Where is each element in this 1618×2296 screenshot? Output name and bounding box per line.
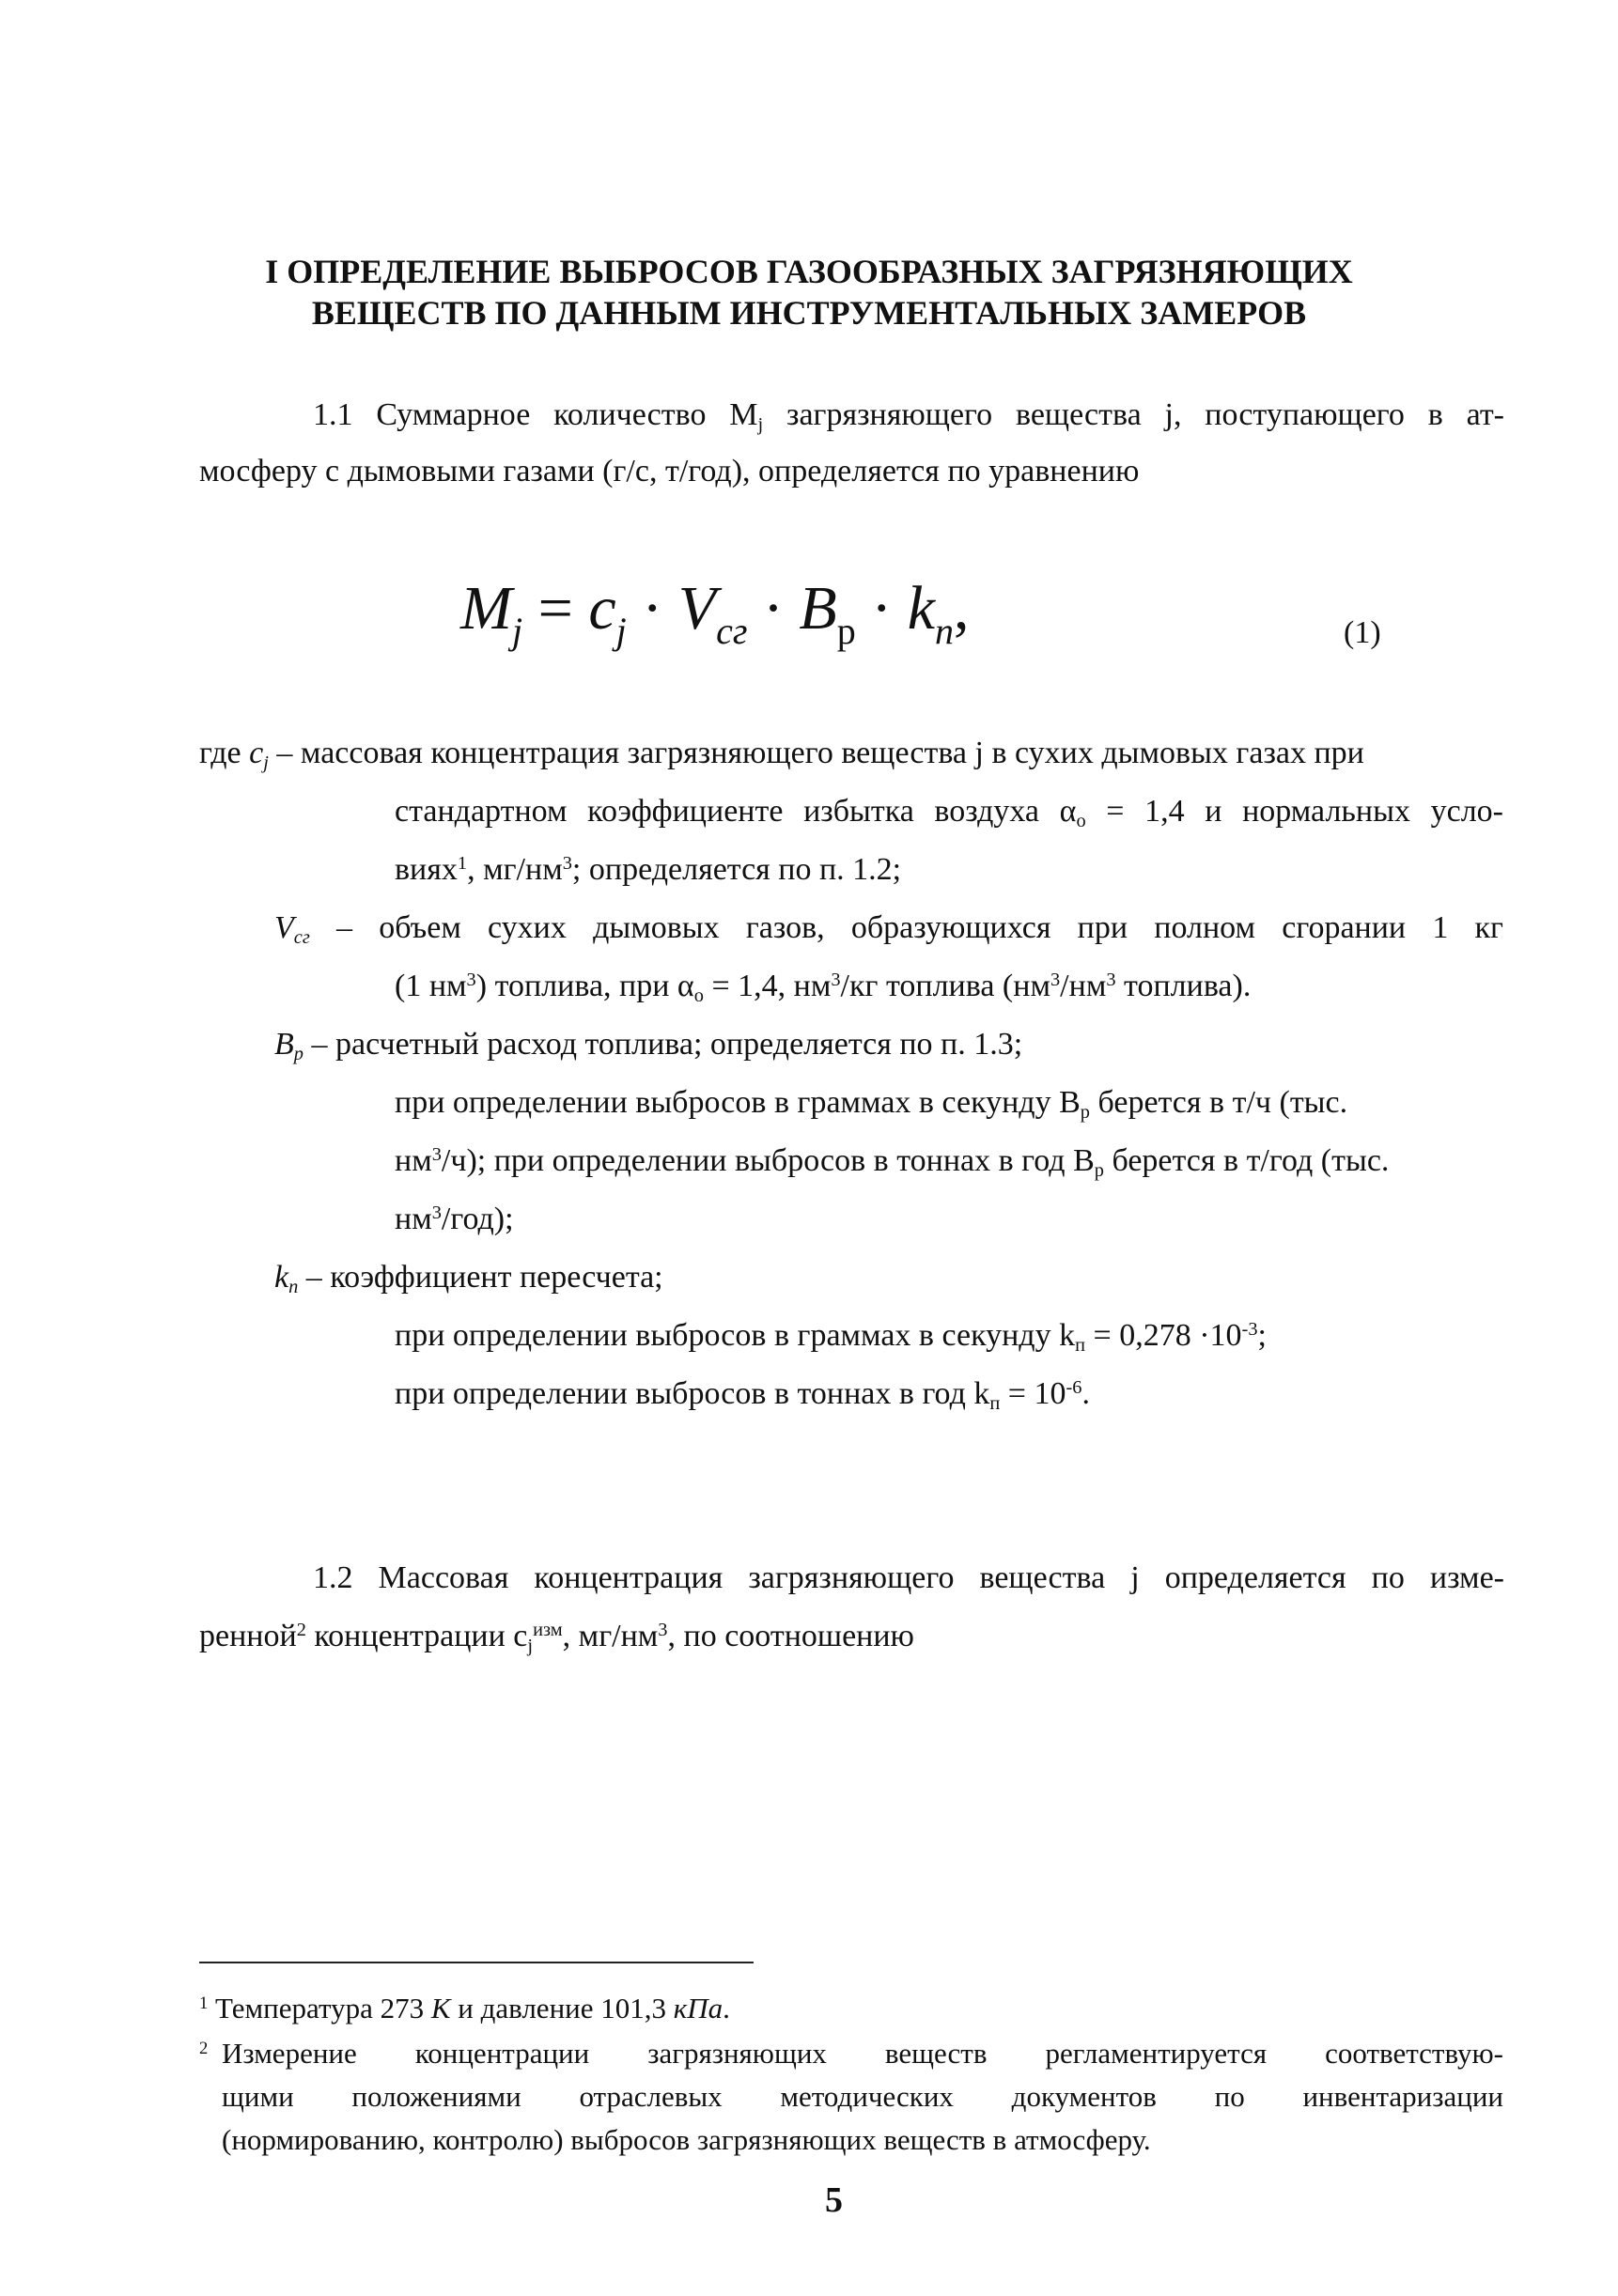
formula-symbol-k: k: [907, 574, 936, 643]
text-run: = 1,4 и нормальных усло-: [1085, 794, 1503, 829]
text-run: 1.1 Суммарное количество M: [313, 397, 758, 432]
text-run: виях: [395, 852, 458, 887]
footnote-1: [199, 1990, 730, 2028]
text-run: (1 нм: [395, 969, 467, 1003]
footnote-2-line-1: Измерение концентрации загрязняющих веществ регламентируется соответствую-: [222, 2037, 1503, 2070]
text-run: , по соотношению: [667, 1619, 914, 1653]
text-run: .: [1081, 1376, 1090, 1411]
text-run: ренной: [199, 1619, 297, 1653]
text-run: – массовая концентрация загрязняющего вещества j в сухих дымовых газах при: [268, 736, 1364, 770]
subscript: п: [1075, 1335, 1086, 1357]
text-run: = 0,278 ·10: [1085, 1318, 1242, 1353]
text-run: – расчетный расход топлива; определяется по п. 1.3;: [303, 1027, 1023, 1062]
text-run: нм: [395, 1202, 432, 1236]
formula-subscript: j: [615, 610, 627, 652]
page-number: 5: [825, 2180, 843, 2220]
text-run: ; определяется по п. 1.2;: [571, 852, 902, 887]
def-c-line-2: [395, 791, 1503, 832]
text-run: при определении выбросов в граммах в секунду k: [395, 1318, 1076, 1353]
def-k-line-1: [274, 1257, 663, 1298]
text-run: – коэффициент пересчета;: [298, 1260, 663, 1295]
text-run: берется в т/ч (тыс.: [1090, 1085, 1348, 1120]
text-run: = 10: [1000, 1376, 1066, 1411]
formula-comma: ,: [954, 574, 970, 643]
symbol-c: c: [249, 736, 264, 770]
text-run: , мг/нм: [467, 852, 563, 887]
def-k-line-3: [395, 1373, 1090, 1415]
text-run: /год);: [441, 1202, 514, 1236]
text-run: ;: [1257, 1318, 1267, 1353]
text-run: загрязняющего вещества j, поступающего в ат-: [763, 397, 1504, 432]
section-heading-line-1: I ОПРЕДЕЛЕНИЕ ВЫБРОСОВ ГАЗООБРАЗНЫХ ЗАГРЯЗНЯЮЩИХ: [265, 253, 1353, 290]
text-run: берется в т/год (тыс.: [1103, 1143, 1390, 1178]
subscript: р: [1080, 1102, 1090, 1124]
def-b-line-3: [395, 1140, 1389, 1182]
text-run: К: [430, 1992, 451, 2025]
def-c-line-3: [395, 849, 901, 891]
def-v-line-2: [395, 966, 1251, 1007]
formula-dot: ·: [855, 574, 908, 643]
text-run: /нм: [1060, 969, 1107, 1003]
text-run: стандартном коэффициенте избытка воздуха α: [395, 794, 1077, 829]
subscript: p: [293, 1044, 303, 1065]
subscript: j: [527, 1636, 534, 1657]
text-run: = 1,4, нм: [703, 969, 832, 1003]
def-c-line-1: [199, 733, 1364, 774]
footnote-mark: 1: [199, 1993, 209, 2013]
text-run: /кг топлива (нм: [840, 969, 1050, 1003]
footnote-2-line-2: щими положениями отраслевых методических документов по инвентаризации: [222, 2080, 1503, 2113]
superscript: 3: [562, 852, 572, 874]
subscript: о: [693, 985, 704, 1007]
formula-1: [460, 573, 970, 653]
formula-subscript: п: [935, 610, 955, 652]
superscript: 3: [431, 1202, 442, 1223]
text-run: топлива).: [1115, 969, 1252, 1003]
superscript: -3: [1241, 1318, 1258, 1340]
superscript: 3: [431, 1143, 442, 1165]
formula-symbol-c: c: [588, 574, 616, 643]
text-run: нм: [395, 1143, 432, 1178]
formula-subscript: сг: [716, 610, 748, 652]
def-b-line-2: [395, 1082, 1347, 1124]
formula-symbol-M: M: [460, 574, 512, 643]
formula-dot: ·: [747, 574, 800, 643]
text-run: где: [199, 736, 250, 770]
superscript: 1: [457, 852, 468, 874]
symbol-k: k: [274, 1260, 289, 1295]
subscript: п: [989, 1393, 1001, 1415]
superscript: 3: [466, 969, 476, 990]
subscript: сг: [293, 927, 310, 949]
text-run: кПа: [673, 1992, 723, 2025]
def-v-line-1: [274, 908, 1503, 949]
text-run: концентрации c: [305, 1619, 528, 1653]
subscript: j: [263, 752, 269, 774]
formula-equals: =: [522, 574, 589, 643]
formula-symbol-B: B: [799, 574, 837, 643]
superscript: 3: [658, 1619, 668, 1640]
subscript: о: [1076, 811, 1086, 832]
subscript: р: [1094, 1160, 1104, 1182]
subscript: j: [757, 414, 764, 436]
text-run: , мг/нм: [562, 1619, 659, 1653]
footnote-mark: 2: [199, 2038, 209, 2058]
formula-symbol-V: V: [677, 574, 717, 643]
footnote-2-mark: [199, 2035, 208, 2073]
superscript: -6: [1066, 1376, 1082, 1398]
paragraph-1-2-line-1: 1.2 Массовая концентрация загрязняющего вещества j определяется по изме-: [313, 1560, 1504, 1595]
text-run: при определении выбросов в тоннах в год k: [395, 1376, 990, 1411]
text-run: .: [723, 1992, 730, 2025]
def-k-line-2: [395, 1315, 1267, 1357]
def-b-line-4: [395, 1199, 514, 1240]
subscript: п: [288, 1277, 299, 1298]
paragraph-1-1-line-1: [313, 395, 1504, 436]
footnote-2-line-3: (нормированию, контролю) выбросов загрязняющих веществ в атмосферу.: [222, 2123, 1151, 2156]
paragraph-1-2-line-2: [199, 1616, 914, 1657]
text-run: Температура 273: [208, 1992, 431, 2025]
superscript: 3: [831, 969, 841, 990]
formula-subscript: р: [836, 610, 856, 652]
text-run: – объем сухих дымовых газов, образующихся при полном сгорании 1 кг: [309, 910, 1503, 945]
superscript: изм: [533, 1619, 563, 1640]
text-run: ) топлива, при α: [475, 969, 694, 1003]
footnote-separator: [199, 1962, 754, 1963]
symbol-V: V: [274, 910, 294, 945]
section-heading-line-2: ВЕЩЕСТВ ПО ДАННЫМ ИНСТРУМЕНТАЛЬНЫХ ЗАМЕРОВ: [311, 294, 1307, 332]
symbol-B: B: [274, 1027, 294, 1062]
superscript: 3: [1106, 969, 1116, 990]
def-b-line-1: [274, 1024, 1022, 1065]
formula-number: (1): [1344, 615, 1381, 650]
text-run: и давление 101,3: [450, 1992, 674, 2025]
superscript: 3: [1050, 969, 1061, 990]
paragraph-1-1-line-2: мосферу с дымовыми газами (г/с, т/год), определяется по уравнению: [199, 454, 1140, 489]
formula-subscript: j: [511, 610, 523, 652]
formula-dot: ·: [626, 574, 678, 643]
superscript: 2: [296, 1619, 306, 1640]
text-run: /ч); при определении выбросов в тоннах в год B: [441, 1143, 1095, 1178]
text-run: при определении выбросов в граммах в секунду B: [395, 1085, 1081, 1120]
